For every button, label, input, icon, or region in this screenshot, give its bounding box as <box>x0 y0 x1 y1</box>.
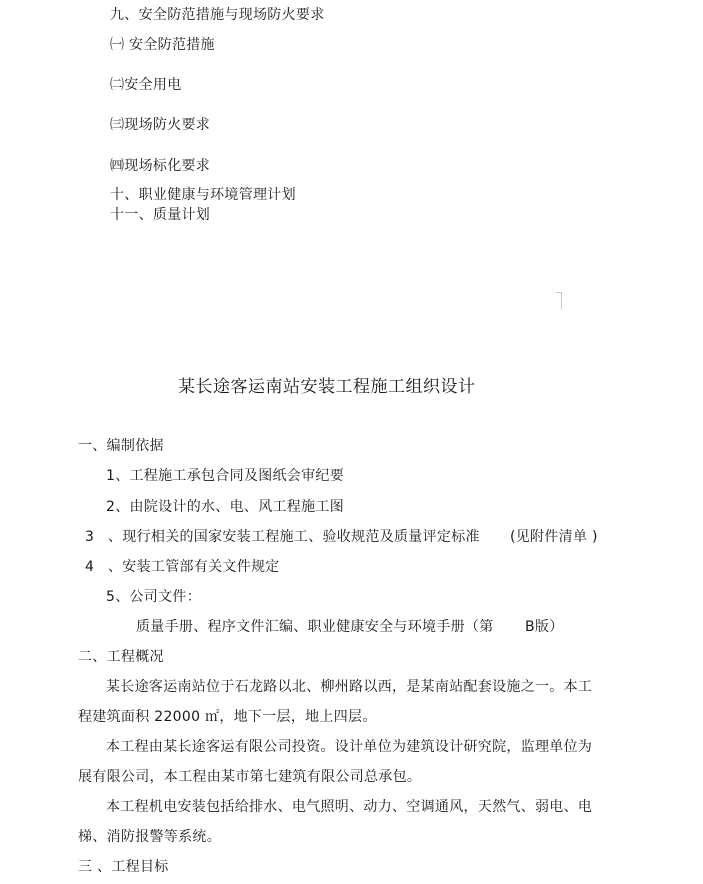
toc-item-9-2: ㈡安全用电 <box>110 77 182 93</box>
toc-item-9: 九、安全防范措施与现场防火要求 <box>110 7 325 23</box>
section-1-item-1: 1、工程施工承包合同及图纸会审纪要 <box>106 468 345 484</box>
section-2-paragraph-3-line-2: 梯、消防报警等系统。 <box>78 829 221 845</box>
section-1-item-3-note: (见附件清单 ) <box>510 529 598 545</box>
toc-item-9-3: ㈢现场防火要求 <box>110 117 211 133</box>
toc-item-11: 十一、质量计划 <box>110 207 211 223</box>
page-corner-mark <box>556 292 562 309</box>
toc-item-10: 十、职业健康与环境管理计划 <box>110 187 296 203</box>
section-1-item-5: 5、公司文件： <box>106 589 202 605</box>
section-2-heading: 二、工程概况 <box>78 649 164 665</box>
section-1-item-5-detail: 质量手册、程序文件汇编、职业健康安全与环境手册（第 <box>136 619 494 635</box>
toc-item-9-4: ㈣现场标化要求 <box>110 158 211 174</box>
document-title: 某长途客运南站安装工程施工组织设计 <box>178 377 476 397</box>
section-1-item-4-text: 、安装工管部有关文件规定 <box>108 559 280 575</box>
section-2-paragraph-1-line-2: 程建筑面积 22000 ㎡，地下一层，地上四层。 <box>78 709 377 725</box>
section-1-item-4-number: 4 <box>85 559 95 575</box>
section-2-paragraph-3-line-1: 本工程机电安装包括给排水、电气照明、动力、空调通风，天然气、弱电、电 <box>106 799 593 815</box>
toc-item-9-1: ㈠ 安全防范措施 <box>110 37 215 53</box>
section-1-item-3-text: 、现行相关的国家安装工程施工、验收规范及质量评定标准 <box>108 529 480 545</box>
section-1-heading: 一、编制依据 <box>78 438 164 454</box>
section-1-item-5-edition: B版） <box>525 619 564 635</box>
section-2-paragraph-2-line-2: 展有限公司，本工程由某市第七建筑有限公司总承包。 <box>78 769 422 785</box>
section-1-item-3-number: 3 <box>85 529 95 545</box>
section-1-item-2: 2、由院设计的水、电、风工程施工图 <box>106 499 345 515</box>
section-2-paragraph-2-line-1: 本工程由某长途客运有限公司投资。设计单位为建筑设计研究院，监理单位为 <box>106 739 593 755</box>
section-2-paragraph-1-line-1: 某长途客运南站位于石龙路以北、柳州路以西，是某南站配套设施之一。本工 <box>106 679 593 695</box>
section-3-heading: 三 、工程目标 <box>78 859 169 875</box>
